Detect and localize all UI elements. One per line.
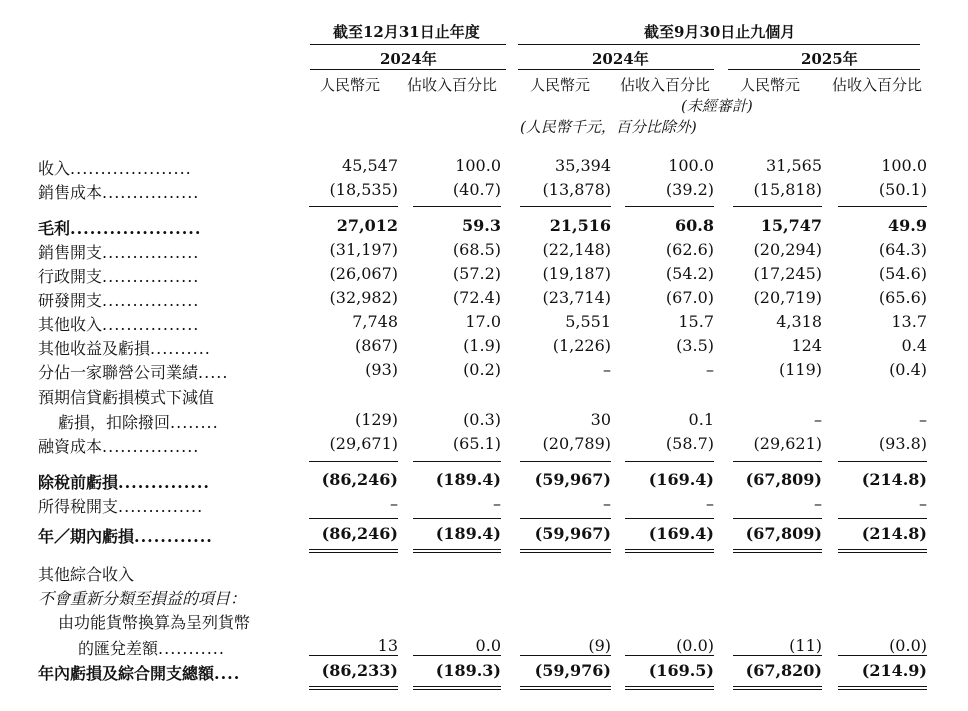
row-value: (0.2) bbox=[463, 360, 501, 379]
year-rule-2 bbox=[518, 69, 714, 70]
row-value: (39.2) bbox=[665, 180, 714, 199]
row-value: (64.3) bbox=[878, 240, 927, 259]
row-value: (67,820) bbox=[745, 661, 822, 680]
row-label bbox=[38, 312, 199, 335]
row-value: 49.9 bbox=[888, 216, 927, 235]
row-leader-dots: ................ bbox=[102, 267, 200, 286]
subtotal-rule bbox=[309, 206, 398, 207]
row-label-text: 融資成本 bbox=[38, 437, 103, 456]
row-label-text: 預期信貸虧損模式下減值 bbox=[38, 388, 215, 407]
row-value: (31,197) bbox=[329, 240, 398, 259]
row-label-text: 所得稅開支 bbox=[38, 497, 119, 516]
col-sub-5: 人民幣元 bbox=[740, 76, 801, 94]
row-value: 59.3 bbox=[462, 216, 501, 235]
double-rule-top bbox=[625, 549, 714, 550]
double-rule-bottom bbox=[625, 552, 714, 553]
double-rule-bottom bbox=[413, 552, 501, 553]
row-value: (0.0) bbox=[889, 636, 927, 655]
row-label bbox=[38, 180, 199, 203]
double-rule-top bbox=[309, 549, 398, 550]
row-value: (214.9) bbox=[861, 661, 927, 680]
col-sub-1: 人民幣元 bbox=[320, 76, 381, 94]
row-value: 100.0 bbox=[881, 156, 927, 175]
row-value: (189.4) bbox=[435, 470, 501, 489]
row-leader-dots: .... bbox=[214, 664, 241, 683]
subtotal-rule bbox=[733, 461, 822, 462]
row-value: (22,148) bbox=[542, 240, 611, 259]
subtotal-rule bbox=[520, 655, 611, 656]
row-value: (86,233) bbox=[321, 661, 398, 680]
row-leader-dots: ................ bbox=[102, 243, 200, 262]
row-value: (19,187) bbox=[542, 264, 611, 283]
row-value: 0.4 bbox=[901, 336, 927, 355]
row-value: (54.2) bbox=[665, 264, 714, 283]
row-label bbox=[58, 410, 219, 433]
row-value: 30 bbox=[590, 410, 611, 429]
row-label-text: 的匯兌差額 bbox=[78, 639, 159, 658]
row-label bbox=[38, 336, 211, 359]
row-value: (50.1) bbox=[878, 180, 927, 199]
row-value: 27,012 bbox=[336, 216, 398, 235]
row-value: (9) bbox=[588, 636, 611, 655]
row-value: (20,789) bbox=[542, 434, 611, 453]
row-label bbox=[38, 562, 134, 585]
row-label bbox=[38, 385, 214, 408]
subtotal-rule bbox=[625, 518, 714, 519]
row-value: (67,809) bbox=[745, 524, 822, 543]
row-label bbox=[38, 524, 213, 547]
double-rule-bottom bbox=[413, 689, 501, 690]
row-label-text: 不會重新分類至損益的項目： bbox=[38, 589, 247, 608]
row-label-text: 銷售成本 bbox=[38, 183, 103, 202]
row-value: (214.8) bbox=[861, 524, 927, 543]
row-label-text: 研發開支 bbox=[38, 291, 103, 310]
row-value: (3.5) bbox=[676, 336, 714, 355]
row-value: (0.4) bbox=[889, 360, 927, 379]
row-value: (15,818) bbox=[753, 180, 822, 199]
row-value: (57.2) bbox=[452, 264, 501, 283]
row-label bbox=[38, 661, 240, 684]
double-rule-bottom bbox=[838, 689, 927, 690]
row-label bbox=[38, 216, 201, 239]
row-value: – bbox=[603, 360, 611, 379]
col-sub-4: 佔收入百分比 bbox=[620, 76, 711, 94]
col-sub-6: 佔收入百分比 bbox=[832, 76, 923, 94]
row-value: (86,246) bbox=[321, 470, 398, 489]
row-value: 0.1 bbox=[688, 410, 714, 429]
row-value: 15.7 bbox=[678, 312, 714, 331]
row-label bbox=[58, 610, 250, 633]
row-leader-dots: ................ bbox=[102, 183, 200, 202]
col-sub-2: 佔收入百分比 bbox=[407, 76, 498, 94]
row-value: 35,394 bbox=[555, 156, 611, 175]
row-label bbox=[38, 586, 246, 609]
row-value: (119) bbox=[778, 360, 822, 379]
subtotal-rule bbox=[838, 518, 927, 519]
double-rule-top bbox=[520, 549, 611, 550]
double-rule-bottom bbox=[309, 552, 398, 553]
row-label-text: 除稅前虧損 bbox=[38, 473, 119, 492]
row-label bbox=[38, 240, 199, 263]
row-value: (93) bbox=[365, 360, 398, 379]
subtotal-rule bbox=[413, 655, 501, 656]
row-leader-dots: ................ bbox=[102, 291, 200, 310]
row-value: (59,967) bbox=[534, 470, 611, 489]
row-label-text: 毛利 bbox=[38, 219, 71, 238]
row-label bbox=[78, 636, 225, 659]
subtotal-rule bbox=[838, 461, 927, 462]
row-value: – bbox=[919, 494, 927, 513]
subtotal-rule bbox=[625, 461, 714, 462]
subtotal-rule bbox=[625, 655, 714, 656]
year-2024-nm: 2024年 bbox=[592, 50, 649, 68]
row-leader-dots: ........... bbox=[158, 639, 225, 658]
double-rule-top bbox=[413, 549, 501, 550]
row-leader-dots: ................ bbox=[102, 315, 200, 334]
row-value: 15,747 bbox=[760, 216, 822, 235]
row-label-text: 年／期內虧損 bbox=[38, 527, 135, 546]
subtotal-rule bbox=[733, 655, 822, 656]
row-label-text: 分佔一家聯營公司業績 bbox=[38, 363, 199, 382]
row-value: (86,246) bbox=[321, 524, 398, 543]
double-rule-bottom bbox=[309, 689, 398, 690]
row-value: – bbox=[603, 494, 611, 513]
row-value: (11) bbox=[789, 636, 822, 655]
double-rule-bottom bbox=[838, 552, 927, 553]
double-rule-top bbox=[733, 686, 822, 687]
row-value: (59,967) bbox=[534, 524, 611, 543]
double-rule-bottom bbox=[520, 552, 611, 553]
row-leader-dots: .................... bbox=[70, 159, 192, 178]
row-value: 7,748 bbox=[352, 312, 398, 331]
row-label bbox=[38, 470, 210, 493]
row-value: 0.0 bbox=[475, 636, 501, 655]
row-value: (29,621) bbox=[753, 434, 822, 453]
row-value: (0.0) bbox=[676, 636, 714, 655]
double-rule-top bbox=[733, 549, 822, 550]
row-label-text: 行政開支 bbox=[38, 267, 103, 286]
nm-period-header: 截至9月30日止九個月 bbox=[644, 23, 796, 41]
row-leader-dots: ............ bbox=[134, 527, 213, 546]
double-rule-top bbox=[838, 686, 927, 687]
subtotal-rule bbox=[520, 518, 611, 519]
row-label-text: 其他綜合收入 bbox=[38, 565, 135, 584]
row-leader-dots: .......... bbox=[150, 339, 211, 358]
subtotal-rule bbox=[309, 461, 398, 462]
double-rule-bottom bbox=[733, 552, 822, 553]
row-label-text: 銷售開支 bbox=[38, 243, 103, 262]
row-label-text: 年內虧損及綜合開支總額 bbox=[38, 664, 215, 683]
row-label-text: 其他收益及虧損 bbox=[38, 339, 151, 358]
year-rule-3 bbox=[728, 69, 920, 70]
row-leader-dots: ................ bbox=[102, 437, 200, 456]
row-label bbox=[38, 360, 228, 383]
row-value: (32,982) bbox=[329, 288, 398, 307]
unit-note: (人民幣千元，百分比除外) bbox=[520, 118, 697, 136]
row-value: 13.7 bbox=[891, 312, 927, 331]
subtotal-rule bbox=[413, 206, 501, 207]
subtotal-rule bbox=[309, 655, 398, 656]
row-value: (62.6) bbox=[665, 240, 714, 259]
row-value: (40.7) bbox=[452, 180, 501, 199]
row-value: (65.6) bbox=[878, 288, 927, 307]
row-value: (68.5) bbox=[452, 240, 501, 259]
subtotal-rule bbox=[413, 518, 501, 519]
row-value: 17.0 bbox=[465, 312, 501, 331]
double-rule-bottom bbox=[520, 689, 611, 690]
subtotal-rule bbox=[520, 461, 611, 462]
row-value: (93.8) bbox=[878, 434, 927, 453]
double-rule-top bbox=[838, 549, 927, 550]
row-value: (169.4) bbox=[648, 470, 714, 489]
row-value: (1.9) bbox=[463, 336, 501, 355]
row-value: (20,719) bbox=[753, 288, 822, 307]
subtotal-rule bbox=[413, 461, 501, 462]
double-rule-bottom bbox=[733, 689, 822, 690]
row-value: (18,535) bbox=[329, 180, 398, 199]
row-value: – bbox=[814, 494, 822, 513]
row-label-text: 由功能貨幣換算為呈列貨幣 bbox=[58, 613, 251, 632]
subtotal-rule bbox=[520, 206, 611, 207]
row-label bbox=[38, 494, 203, 517]
fy-period-header: 截至12月31日止年度 bbox=[333, 23, 480, 41]
row-value: (29,671) bbox=[329, 434, 398, 453]
subtotal-rule bbox=[309, 518, 398, 519]
subtotal-rule bbox=[625, 206, 714, 207]
row-label bbox=[38, 156, 192, 179]
row-leader-dots: .............. bbox=[118, 497, 204, 516]
row-value: (65.1) bbox=[452, 434, 501, 453]
row-value: 100.0 bbox=[455, 156, 501, 175]
subtotal-rule bbox=[838, 206, 927, 207]
row-value: (23,714) bbox=[542, 288, 611, 307]
row-label-text: 其他收入 bbox=[38, 315, 103, 334]
row-value: (54.6) bbox=[878, 264, 927, 283]
year-2024-fy: 2024年 bbox=[380, 50, 437, 68]
row-value: (59,976) bbox=[534, 661, 611, 680]
row-value: (214.8) bbox=[861, 470, 927, 489]
year-2025-nm: 2025年 bbox=[801, 50, 858, 68]
row-value: 4,318 bbox=[776, 312, 822, 331]
row-leader-dots: ..... bbox=[198, 363, 229, 382]
row-leader-dots: .................... bbox=[70, 219, 202, 238]
row-value: (26,067) bbox=[329, 264, 398, 283]
row-value: 13 bbox=[377, 636, 398, 655]
row-value: (58.7) bbox=[665, 434, 714, 453]
row-value: (67.0) bbox=[665, 288, 714, 307]
subtotal-rule bbox=[733, 518, 822, 519]
row-value: (189.4) bbox=[435, 524, 501, 543]
double-rule-top bbox=[309, 686, 398, 687]
row-value: 100.0 bbox=[668, 156, 714, 175]
row-label bbox=[38, 434, 199, 457]
row-value: – bbox=[390, 494, 398, 513]
row-value: (1,226) bbox=[552, 336, 611, 355]
row-leader-dots: ........ bbox=[170, 413, 219, 432]
col-sub-3: 人民幣元 bbox=[530, 76, 591, 94]
row-value: (20,294) bbox=[753, 240, 822, 259]
row-value: (0.3) bbox=[463, 410, 501, 429]
unaudited-note: (未經審計) bbox=[681, 97, 753, 115]
row-value: – bbox=[919, 410, 927, 429]
row-value: 124 bbox=[791, 336, 822, 355]
row-value: – bbox=[706, 360, 714, 379]
header-rule-fy bbox=[310, 44, 506, 45]
subtotal-rule bbox=[838, 655, 927, 656]
row-label-text: 虧損，扣除撥回 bbox=[58, 413, 171, 432]
row-value: 21,516 bbox=[549, 216, 611, 235]
row-value: (189.3) bbox=[435, 661, 501, 680]
row-value: (67,809) bbox=[745, 470, 822, 489]
row-value: (867) bbox=[354, 336, 398, 355]
row-value: 5,551 bbox=[565, 312, 611, 331]
row-value: 60.8 bbox=[675, 216, 714, 235]
row-value: – bbox=[493, 494, 501, 513]
double-rule-top bbox=[625, 686, 714, 687]
row-value: (17,245) bbox=[753, 264, 822, 283]
header-rule-nm bbox=[518, 44, 920, 45]
row-value: – bbox=[706, 494, 714, 513]
row-value: 31,565 bbox=[766, 156, 822, 175]
row-label bbox=[38, 288, 199, 311]
row-value: (72.4) bbox=[452, 288, 501, 307]
subtotal-rule bbox=[733, 206, 822, 207]
year-rule-1 bbox=[310, 69, 506, 70]
row-value: (13,878) bbox=[542, 180, 611, 199]
double-rule-top bbox=[520, 686, 611, 687]
row-label bbox=[38, 264, 199, 287]
row-value: (169.5) bbox=[648, 661, 714, 680]
row-value: (129) bbox=[354, 410, 398, 429]
row-value: 45,547 bbox=[342, 156, 398, 175]
row-value: – bbox=[814, 410, 822, 429]
row-label-text: 收入 bbox=[38, 159, 71, 178]
double-rule-bottom bbox=[625, 689, 714, 690]
double-rule-top bbox=[413, 686, 501, 687]
row-value: (169.4) bbox=[648, 524, 714, 543]
row-leader-dots: .............. bbox=[118, 473, 210, 492]
